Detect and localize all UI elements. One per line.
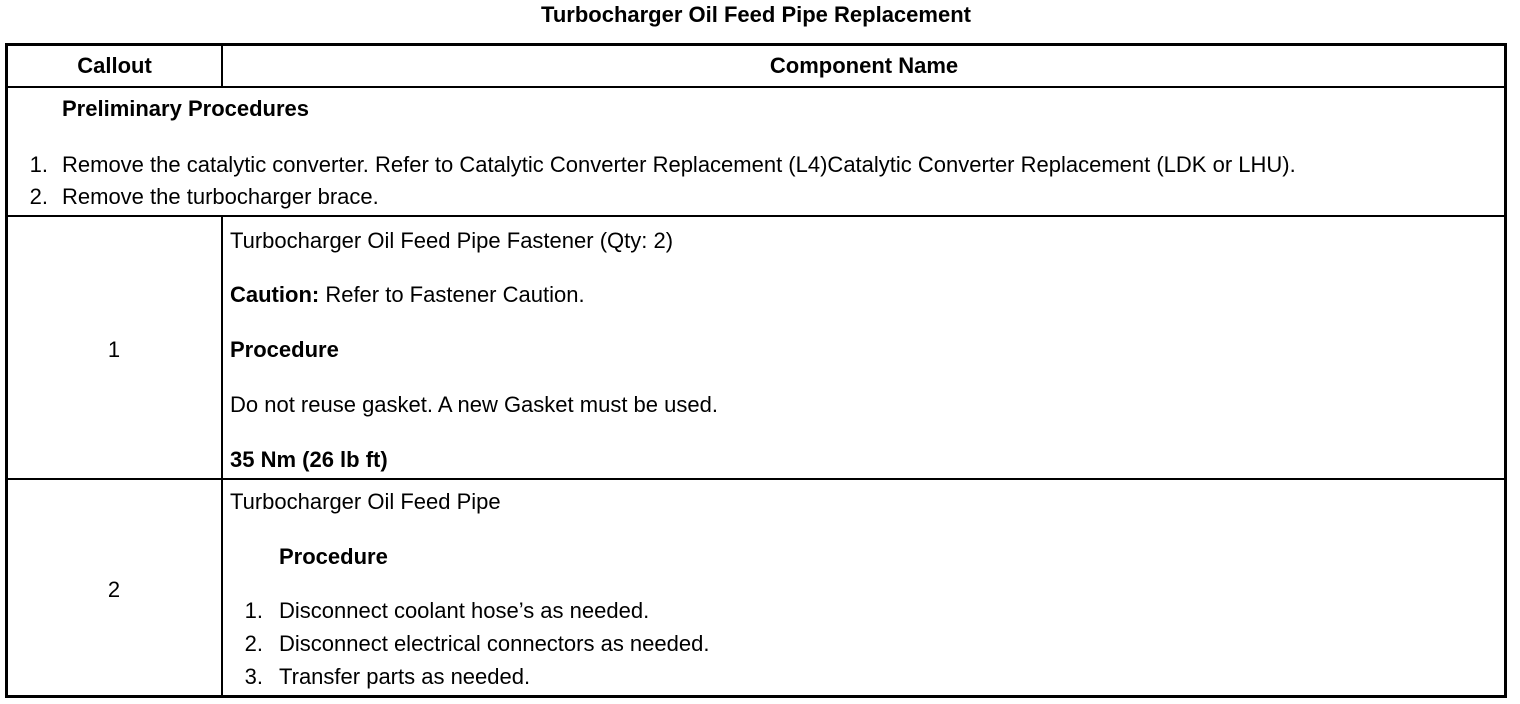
preliminary-step-number: 1. [29, 152, 48, 177]
header-divider [5, 86, 1507, 88]
caution-text: Refer to Fastener Caution. [319, 282, 585, 307]
procedure-step-text: Disconnect coolant hose’s as needed. [279, 598, 650, 623]
body-column-divider [221, 215, 223, 698]
preliminary-divider [5, 215, 1507, 217]
preliminary-step-number: 2. [29, 184, 48, 209]
header-callout: Callout [77, 53, 152, 78]
preliminary-step-text: Remove the catalytic converter. Refer to Catalytic Converter Replacement (L4)Catalytic Converter Replacement (LDK or LHU). [62, 152, 1296, 177]
procedure-step-number: 1. [244, 598, 263, 623]
procedure-step-text: Transfer parts as needed. [279, 664, 531, 689]
caution-note [230, 282, 585, 308]
callout-number: 1 [107, 337, 121, 362]
preliminary-step-text: Remove the turbocharger brace. [62, 184, 379, 209]
component-table [5, 43, 1507, 698]
document-title: Turbocharger Oil Feed Pipe Replacement [541, 2, 971, 27]
component-name: Turbocharger Oil Feed Pipe [230, 489, 501, 514]
callout-number: 2 [107, 577, 121, 602]
row-divider [5, 478, 1507, 480]
header-component-name: Component Name [769, 53, 959, 78]
procedure-step-number: 3. [244, 664, 263, 689]
procedure-heading: Procedure [230, 337, 339, 362]
torque-spec: 35 Nm (26 lb ft) [230, 447, 388, 472]
procedure-text: Do not reuse gasket. A new Gasket must be used. [230, 392, 718, 417]
procedure-step-number: 2. [244, 631, 263, 656]
procedure-step-text: Disconnect electrical connectors as needed. [279, 631, 710, 656]
procedure-heading: Procedure [279, 544, 388, 569]
component-name: Turbocharger Oil Feed Pipe Fastener (Qty: 2) [230, 228, 674, 253]
preliminary-heading: Preliminary Procedures [62, 96, 310, 121]
caution-label: Caution: [230, 282, 320, 307]
